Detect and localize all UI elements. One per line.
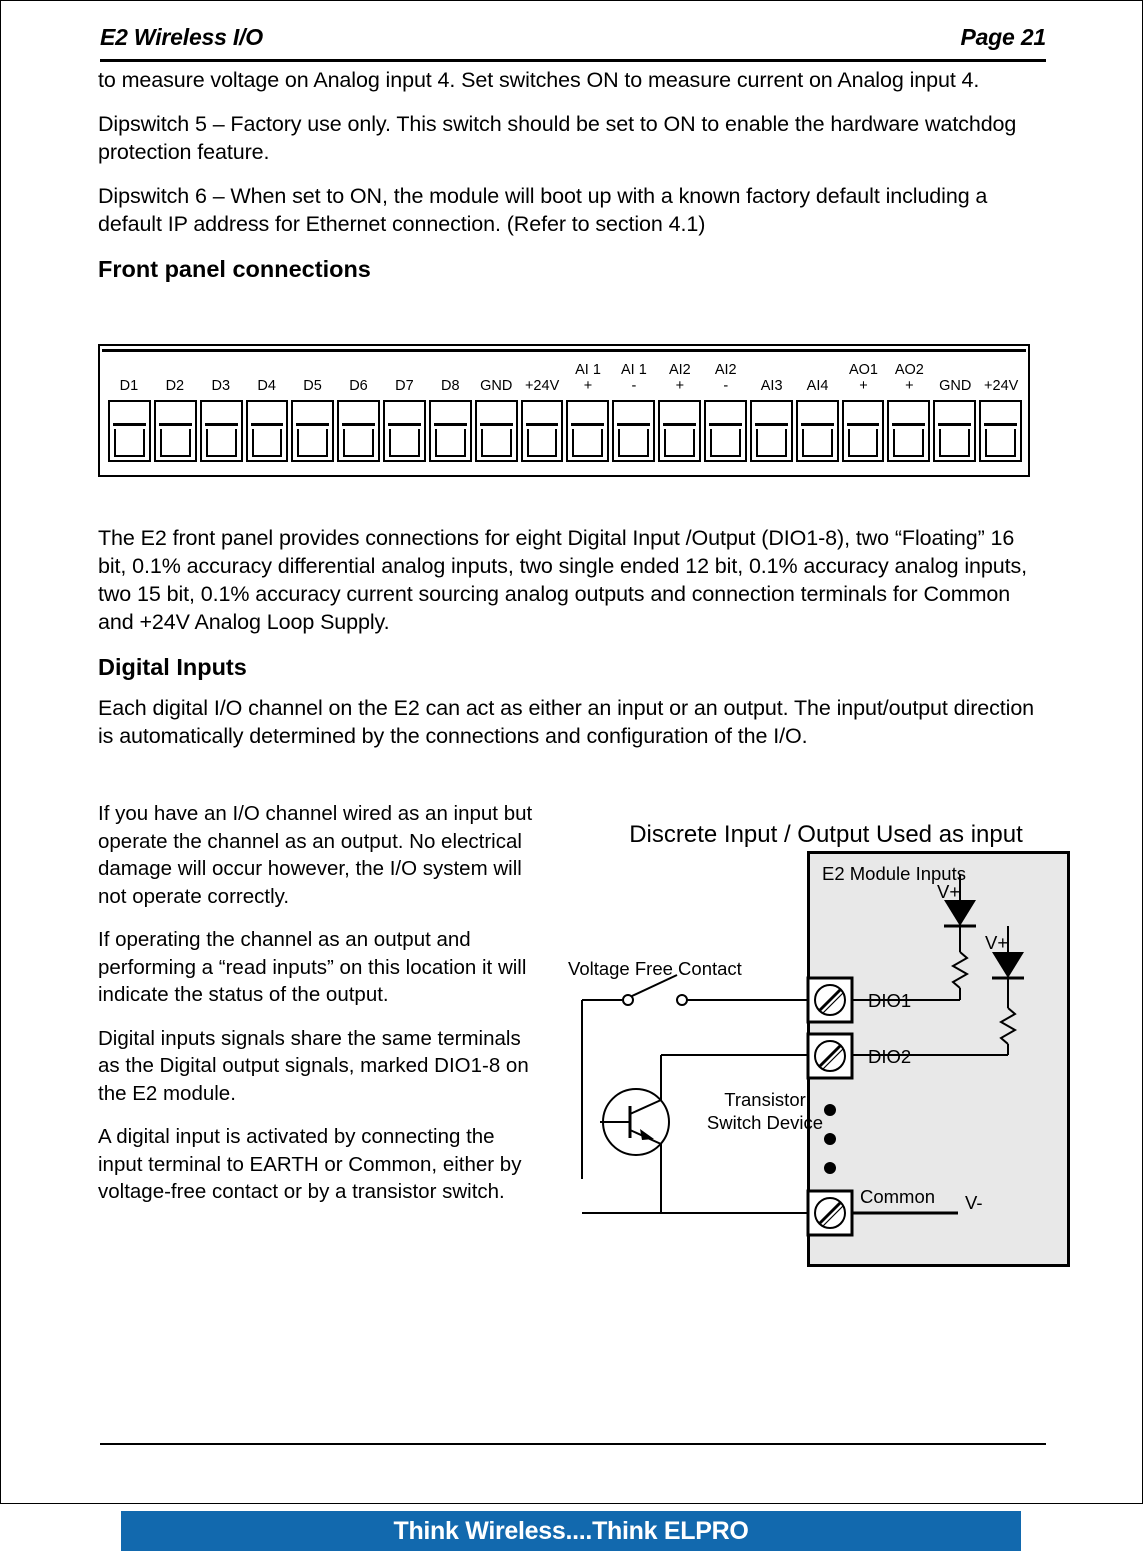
figure-title: Discrete Input / Output Used as input bbox=[629, 821, 1023, 848]
terminal-label-top bbox=[127, 363, 131, 379]
terminal-label-bottom: GND bbox=[480, 378, 513, 394]
terminal-label-top bbox=[816, 363, 820, 379]
terminal-slot bbox=[887, 400, 930, 462]
terminal-slot bbox=[108, 400, 151, 462]
paragraph-activation-method: A digital input is activated by connecting the input terminal to EARTH or Common, either by voltage-free contact or by a transistor switch. bbox=[98, 1125, 522, 1203]
terminal-slot bbox=[658, 400, 701, 462]
terminal-label-bottom: +24V bbox=[984, 378, 1019, 394]
terminal-label-bottom: GND bbox=[939, 378, 972, 394]
terminal-label bbox=[611, 354, 657, 396]
paragraph-digital-io-direction: Each digital I/O channel on the E2 can act as either an input or an output. The input/output direction is automatically determined by the connections and configuration of the I/O. bbox=[98, 696, 1035, 748]
terminal-slot bbox=[979, 400, 1022, 462]
terminal-slot bbox=[383, 400, 426, 462]
terminal-label-bottom: AI4 bbox=[806, 378, 829, 394]
screw-terminal-dio1 bbox=[808, 978, 852, 1022]
terminal-label-bottom: + bbox=[675, 378, 685, 394]
terminal-slot bbox=[200, 400, 243, 462]
terminal-label bbox=[657, 354, 703, 396]
terminal-label-top: AI2 bbox=[668, 362, 691, 378]
terminal-label-top bbox=[173, 363, 177, 379]
resistor-channel-2 bbox=[1001, 1008, 1015, 1044]
terminal-label-bottom: D6 bbox=[349, 378, 368, 394]
terminal-label-top bbox=[494, 363, 498, 379]
terminal-label bbox=[519, 354, 565, 396]
terminal-slot bbox=[842, 400, 885, 462]
footer-banner-text: Think Wireless....Think ELPRO bbox=[393, 1516, 749, 1545]
terminal-label bbox=[703, 354, 749, 396]
terminal-label-row bbox=[106, 354, 1024, 396]
label-transistor-switch-device: Transistor Switch Device bbox=[706, 1089, 824, 1133]
terminal-label bbox=[795, 354, 841, 396]
terminal-slot-row bbox=[108, 400, 1022, 462]
label-voltage-free-contact: Voltage Free Contact bbox=[568, 958, 742, 979]
label-dio1: DIO1 bbox=[868, 990, 912, 1011]
terminal-label-top bbox=[356, 363, 360, 379]
terminal-label-top bbox=[999, 363, 1003, 379]
mid-body-content bbox=[98, 524, 1048, 766]
terminal-label bbox=[841, 354, 887, 396]
terminal-label-top bbox=[953, 363, 957, 379]
terminal-slot bbox=[750, 400, 793, 462]
terminal-label-top bbox=[311, 363, 315, 379]
terminal-slot bbox=[566, 400, 609, 462]
terminal-label bbox=[106, 354, 152, 396]
terminal-label-bottom: D7 bbox=[395, 378, 414, 394]
terminal-label-top: AI2 bbox=[714, 362, 737, 378]
terminal-label-top: AI 1 bbox=[621, 362, 647, 378]
terminal-label-bottom: + bbox=[583, 378, 593, 394]
terminal-label bbox=[244, 354, 290, 396]
terminal-label bbox=[427, 354, 473, 396]
terminal-slot bbox=[933, 400, 976, 462]
terminal-slot bbox=[154, 400, 197, 462]
resistor-channel-1 bbox=[953, 952, 967, 988]
terminal-label bbox=[290, 354, 336, 396]
terminal-block-body bbox=[98, 344, 1030, 477]
circuit-schematic-svg bbox=[560, 818, 1080, 1278]
label-v-plus-channel-1: V+ bbox=[937, 881, 961, 902]
label-common: Common bbox=[860, 1186, 936, 1207]
page-header bbox=[100, 24, 1046, 62]
module-title-label: E2 Module Inputs bbox=[822, 863, 966, 884]
terminal-slot bbox=[521, 400, 564, 462]
terminal-label bbox=[932, 354, 978, 396]
terminal-label bbox=[336, 354, 382, 396]
terminal-label-top bbox=[265, 363, 269, 379]
paragraph-wired-as-input: If you have an I/O channel wired as an input but operate the channel as an output. No electrical damage will occur however, the I/O system will not operate correctly. bbox=[98, 802, 533, 908]
terminal-label bbox=[565, 354, 611, 396]
terminal-label-bottom: D4 bbox=[257, 378, 276, 394]
contact-terminal-right bbox=[677, 995, 687, 1005]
terminal-label bbox=[152, 354, 198, 396]
label-v-plus-channel-2: V+ bbox=[985, 932, 1009, 953]
terminal-label-bottom: AI3 bbox=[760, 378, 783, 394]
terminal-label-top bbox=[540, 363, 544, 379]
upper-body-content bbox=[98, 66, 1048, 296]
terminal-label-top: AO2 bbox=[894, 362, 924, 378]
terminal-label bbox=[381, 354, 427, 396]
terminal-slot bbox=[246, 400, 289, 462]
label-v-minus: V- bbox=[965, 1192, 983, 1213]
contact-terminal-left bbox=[623, 995, 633, 1005]
terminal-slot bbox=[704, 400, 747, 462]
terminal-label-bottom: + bbox=[859, 378, 868, 394]
footer-divider bbox=[100, 1443, 1046, 1445]
terminal-label-top: AO1 bbox=[848, 362, 878, 378]
document-title: E2 Wireless I/O bbox=[100, 24, 263, 50]
terminal-label-top bbox=[402, 363, 406, 379]
paragraph-analog-input-4: to measure voltage on Analog input 4. Set switches ON to measure current on Analog input 4. bbox=[98, 68, 980, 92]
heading-front-panel-connections: Front panel connections bbox=[98, 256, 371, 282]
terminal-label bbox=[473, 354, 519, 396]
terminal-label-bottom: D3 bbox=[211, 378, 231, 394]
terminal-slot bbox=[796, 400, 839, 462]
paragraph-front-panel-description: The E2 front panel provides connections for eight Digital Input /Output (DIO1-8), two “Floating” 16 bit, 0.1% accuracy differential analog inputs, two single ended 12 bit, 0.1% accuracy analog inputs, two 15 bit, 0.1% accuracy current sourcing analog outputs and connection terminals for Common and +24V Analog Loop Supply. bbox=[98, 526, 1028, 634]
terminal-label bbox=[978, 354, 1024, 396]
diode-body-2 bbox=[992, 952, 1024, 978]
paragraph-shared-terminals: Digital inputs signals share the same terminals as the Digital output signals, marked DIO1-8 on the E2 module. bbox=[98, 1026, 529, 1105]
terminal-label bbox=[749, 354, 795, 396]
terminal-slot bbox=[337, 400, 380, 462]
terminal-label-top bbox=[770, 363, 774, 379]
front-panel-terminal-block-figure bbox=[98, 344, 1030, 477]
terminal-label bbox=[198, 354, 244, 396]
label-dio2: DIO2 bbox=[868, 1046, 912, 1067]
heading-digital-inputs: Digital Inputs bbox=[98, 654, 247, 680]
terminal-label-bottom: - bbox=[723, 378, 729, 394]
elpro-footer-banner bbox=[121, 1511, 1021, 1551]
paragraph-dipswitch-5: Dipswitch 5 – Factory use only. This switch should be set to ON to enable the hardware watchdog protection feature. bbox=[98, 112, 1017, 164]
terminal-label-bottom: D5 bbox=[303, 378, 322, 394]
terminal-label bbox=[886, 354, 932, 396]
terminal-slot bbox=[429, 400, 472, 462]
terminal-slot bbox=[291, 400, 334, 462]
terminal-label-bottom: D8 bbox=[441, 378, 460, 394]
terminal-label-bottom: + bbox=[905, 378, 914, 394]
terminal-label-bottom: - bbox=[631, 378, 637, 394]
terminal-label-top bbox=[219, 363, 223, 379]
terminal-label-top bbox=[448, 363, 452, 379]
diode-body-1 bbox=[944, 900, 976, 926]
terminal-label-bottom: +24V bbox=[524, 378, 560, 394]
terminal-slot bbox=[475, 400, 518, 462]
page-number: Page 21 bbox=[960, 24, 1046, 50]
terminal-label-bottom: D1 bbox=[119, 378, 139, 394]
terminal-label-top: AI 1 bbox=[575, 362, 601, 378]
terminal-label-bottom: D2 bbox=[165, 378, 185, 394]
paragraph-read-inputs: If operating the channel as an output and performing a “read inputs” on this location it will indicate the status of the output. bbox=[98, 928, 527, 1006]
lower-left-text-column bbox=[98, 800, 540, 1222]
screw-terminal-dio2 bbox=[808, 1034, 852, 1078]
terminal-slot bbox=[612, 400, 655, 462]
screw-terminal-common bbox=[808, 1191, 852, 1235]
discrete-io-circuit-figure bbox=[560, 818, 1080, 1278]
paragraph-dipswitch-6: Dipswitch 6 – When set to ON, the module will boot up with a known factory default including a default IP address for Ethernet connection. (Refer to section 4.1) bbox=[98, 184, 988, 236]
